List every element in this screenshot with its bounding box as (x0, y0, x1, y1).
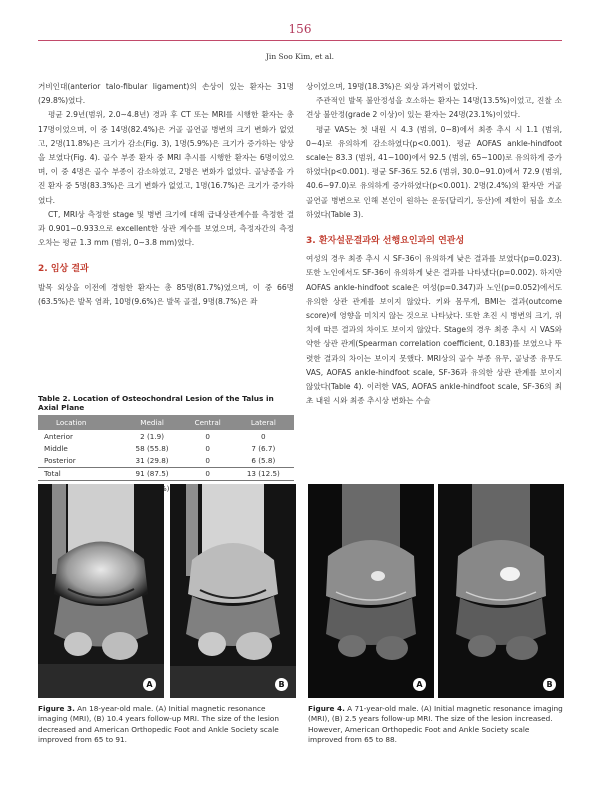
table-row (38, 442, 294, 454)
running-head: Jin Soo Kim, et al. (265, 52, 335, 61)
mri-image-follow-up (438, 484, 564, 698)
paragraph: 평균 VAS는 첫 내원 시 4.3 (범위, 0~8)에서 최종 추시 시 1.1 (범위, 0~4)로 유의하게 감소하였다(p<0.001). 평균 AOFAS ankle-hindfoot scale는 83.3 (범위, 41~100)에서 92.5 (범위, 65~100)로 유의하게 증가하였다(p<0.001). 평균 SF-36도 52.6 (범위, 30.0~91.0)에서 72.9 (범위, 40.6~97.0)로 유의하게 증가하였다(p<0.001). 2명(2.4%)의 환자만 거골 골연골 병변으로 인해 본인이 원하는 운동(달리기, 등산)에 제한이 됨을 호소하였다(Table 3). (306, 124, 562, 219)
mri-image-follow-up (170, 484, 296, 698)
section-title: 3. 환자설문결과와 선행요인과의 연관성 (306, 236, 465, 247)
paragraph: 상이었으며, 19명(18.3%)은 외상 과거력이 없었다. (306, 82, 478, 91)
table-row (38, 454, 294, 467)
column-header: Central (194, 418, 221, 427)
table-cell: 91 (87.5) (121, 467, 182, 480)
paragraph: 평균 2.9년(범위, 2.0~4.8년) 경과 후 CT 또는 MRI를 시행한 환자는 총 17명이었으며, 이 중 14명(82.4%)은 거골 골연골 병변의 크기 변화가 없었고, 2명(11.8%)은 크기가 감소(Fig. 3), 1명(5.9%)은 크기가 증가하는 양상을 보였다(Fig. 4). 골수 부종 환자 중 MRI 추시를 시행한 환자는 6명이었으며, 이 중 4명은 골수 부종이 감소하였고, 2명은 변화가 없었다. 골낭종을 가진 환자 중 5명(83.3%)은 크기 변화가 없었고, 1명(16.7%)은 크기가 증가하였다. (38, 110, 294, 205)
table-title: Table 2. Location of Osteochondral Lesion of the Talus in Axial Plane (38, 394, 274, 412)
table-2 (38, 394, 294, 493)
mri-image-initial (38, 484, 164, 698)
section-title: 2. 임상 결과 (38, 264, 89, 275)
table-cell: 31 (29.8) (135, 455, 169, 465)
table-cell: 7 (6.7) (251, 443, 276, 453)
table-cell: 0 (205, 431, 210, 441)
table-note: (%). (157, 483, 172, 493)
caption-label: Figure 3. (38, 704, 75, 713)
caption-text: A 71-year-old male. (A) Initial magnetic resonance imaging (MRI), (B) 2.5 years follow-up MRI. The size of the lesion increased. However, American Orthopedic Foot and Ankle Society scale improved from 65 to 88. (308, 704, 563, 745)
table-cell: 0 (205, 455, 210, 465)
table-cell: Middle (44, 443, 68, 453)
left-column (38, 80, 294, 309)
table-cell: 0 (205, 443, 210, 453)
table-cell: 0 (183, 467, 233, 480)
paragraph: 발목 외상을 이전에 경험한 환자는 총 85명(81.7%)였으며, 이 중 66명(63.5%)은 발목 염좌, 10명(9.6%)은 발목 골절, 9명(8.7%)은 좌 (38, 282, 294, 306)
table-cell: Total (38, 467, 121, 480)
paragraph: 주관적인 발목 불안정성을 호소하는 환자는 14명(13.5%)이었고, 진찰 소견상 불안정(grade 2 이상)이 있는 환자는 24명(23.1%)이었다. (306, 96, 562, 120)
header-rule (38, 40, 562, 41)
table-cell: 0 (261, 431, 266, 441)
table-cell: 58 (55.8) (135, 443, 169, 453)
paragraph: CT, MRI상 측정한 stage 및 병변 크기에 대해 급내상관계수를 측정한 결과 0.901~0.933으로 excellent한 상관 계수를 보였으며, 측정자간의 측정오차는 평균 1.3 mm (범위, 0~3.8 mm)였다. (38, 209, 294, 248)
column-header: Lateral (250, 418, 276, 427)
column-header: Medial (140, 418, 164, 427)
mri-image-initial (308, 484, 434, 698)
table-row (38, 430, 294, 442)
paragraph: 여성의 경우 최종 추시 시 SF-36이 유의하게 낮은 결과를 보였다(p=0.023). 또한 노인에서도 SF-36이 유의하게 낮은 결과를 나타냈다(p=0.002). 하지만 AOFAS ankle-hindfoot scale은 여성(p=0.347)과 노인(p=0.052)에서도 유의한 상관 관계를 보이지 않았다. 키와 몸무게, BMI는 결과(outcome score)에 영향을 미치지 않는 것으로 나타났다. 또한 초진 시 병변의 크기, 위치에 따른 결과의 차이도 보이지 않았다. Stage의 경우 최종 추시 시 VAS와 약한 상관 관계(Spearman correlation coefficient, 0.183)를 보였으나 뚜렷한 결과의 차이는 보이지 못했다. MRI상의 골수 부종 유무, 골낭종 유무도 VAS, AOFAS ankle-hindfoot scale, SF-36과 유의한 상관 관계를 보이지 않았다(Table 4). 이러한 VAS, AOFAS ankle-hindfoot scale, SF-36의 최초 내원 시와 최종 추시상 변화는 수술 (306, 254, 562, 406)
table-total-row (38, 467, 294, 480)
page-number: 156 (288, 22, 312, 36)
caption-label: Figure 4. (308, 704, 345, 713)
panel-label-a: A (143, 678, 156, 691)
figure-4-caption (308, 704, 564, 746)
figure-3-caption (38, 704, 294, 746)
figure-3 (38, 484, 296, 698)
panel-label-a: A (413, 678, 426, 691)
table-cell: 2 (1.9) (140, 431, 165, 441)
table-header-row (38, 415, 294, 430)
location-table (38, 415, 294, 481)
panel-label-b: B (275, 678, 288, 691)
right-column (306, 80, 562, 408)
figure-4 (308, 484, 564, 698)
table-cell: Anterior (44, 431, 74, 441)
table-cell: 6 (5.8) (251, 455, 276, 465)
caption-text: An 18-year-old male. (A) Initial magnetic resonance imaging (MRI), (B) 10.4 years follow-up MRI. The size of the lesion decreased and American Orthopedic Foot and Ankle Society scale improved from 65 to 91. (38, 704, 280, 745)
table-cell: 13 (12.5) (233, 467, 294, 480)
panel-label-b: B (543, 678, 556, 691)
paragraph: 거비인대(anterior talo-fibular ligament)의 손상이 있는 환자는 31명(29.8%)였다. (38, 82, 294, 106)
column-header: Location (56, 418, 87, 427)
table-cell: Posterior (44, 455, 76, 465)
